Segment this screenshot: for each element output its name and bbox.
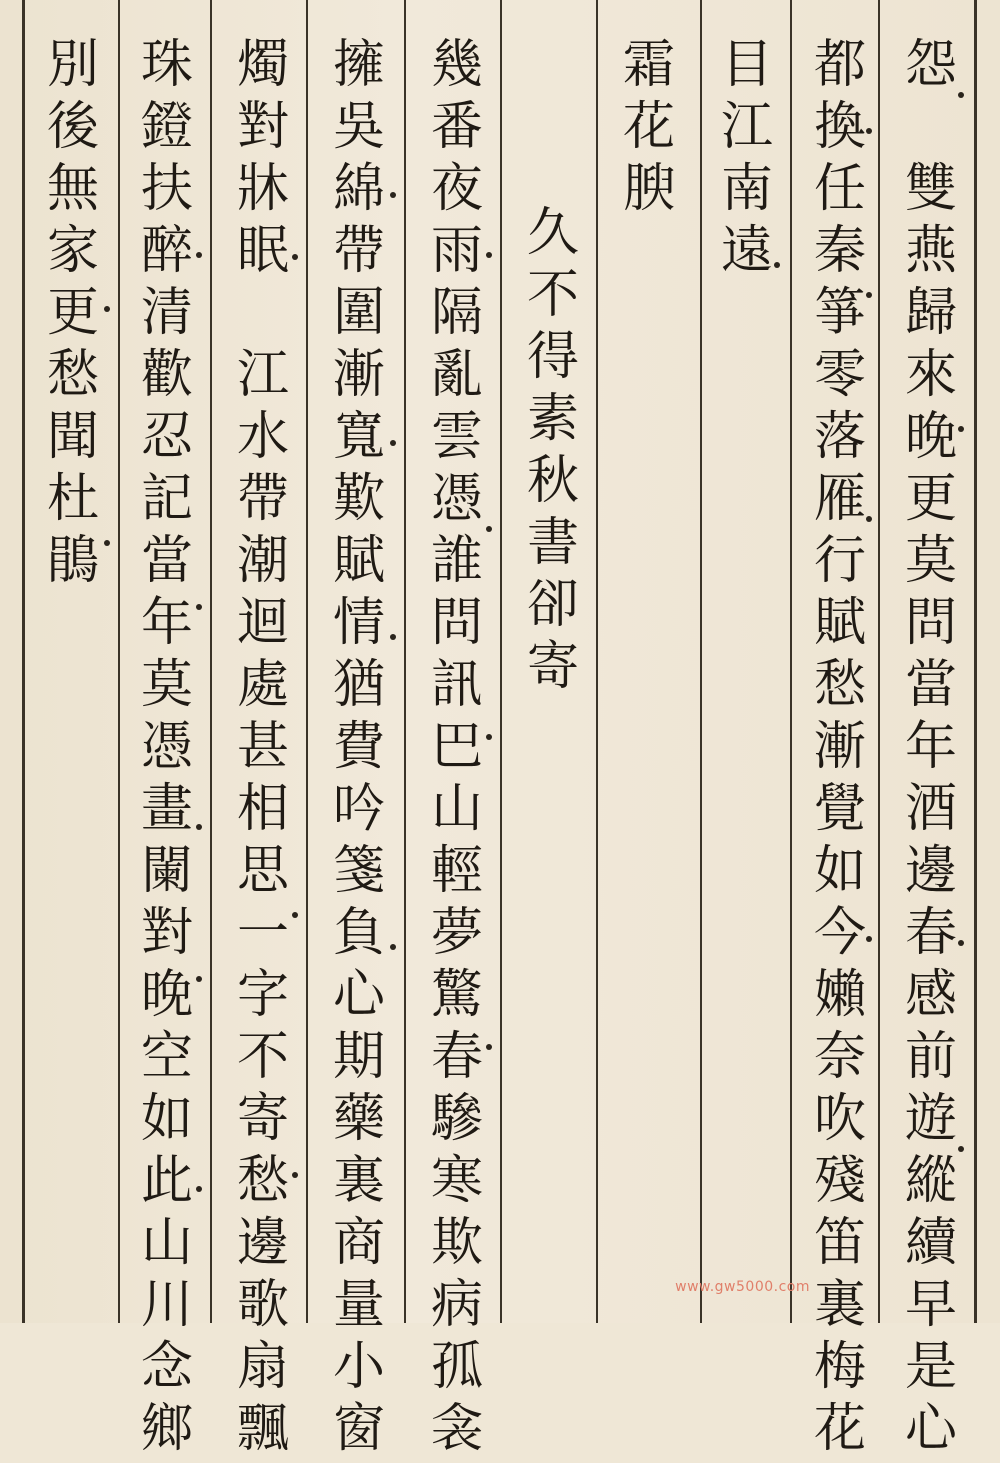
text-column-9: [122, 0, 212, 1459]
glyph: 字: [236, 965, 289, 1025]
glyph: 如: [813, 841, 866, 901]
glyph: 寬: [332, 407, 385, 467]
glyph: 夜: [430, 159, 483, 219]
glyph: 夢: [430, 903, 483, 963]
glyph: 番: [430, 97, 483, 157]
glyph: 遊: [904, 1089, 957, 1149]
glyph: 隔: [430, 283, 483, 343]
glyph: 心: [332, 965, 385, 1025]
glyph: 來: [904, 345, 957, 405]
glyph: 雲: [430, 407, 483, 467]
punctuation-mark: [866, 128, 872, 134]
glyph: 心: [904, 1399, 957, 1459]
glyph: 更: [46, 283, 99, 343]
glyph: 費: [332, 717, 385, 777]
glyph: 負: [332, 903, 385, 963]
text-column-4: [604, 0, 694, 1357]
glyph: 雙: [904, 159, 957, 219]
glyph: 珠: [140, 35, 193, 95]
glyph: 窗: [332, 1399, 385, 1459]
glyph: 換: [813, 97, 866, 157]
glyph: 笛: [813, 1213, 866, 1273]
glyph: 清: [140, 283, 193, 343]
glyph: 驚: [430, 965, 483, 1025]
text-column-8: [218, 0, 308, 1459]
glyph: 縱: [904, 1151, 957, 1211]
text-column-10: [28, 0, 118, 1357]
glyph: 憑: [140, 717, 193, 777]
glyph: 落: [813, 407, 866, 467]
glyph: 晚: [140, 965, 193, 1025]
glyph: 得: [526, 327, 579, 387]
glyph: 邊: [236, 1213, 289, 1273]
punctuation-mark: [292, 912, 298, 918]
text-column-3: [702, 0, 792, 1357]
glyph: 畫: [140, 779, 193, 839]
glyph: 鄉: [140, 1399, 193, 1459]
glyph: 如: [140, 1089, 193, 1149]
glyph: 漸: [813, 717, 866, 777]
glyph: 病: [430, 1275, 483, 1335]
glyph: 山: [140, 1213, 193, 1273]
glyph: 愁: [46, 345, 99, 405]
glyph: 年: [904, 717, 957, 777]
glyph: 幾: [430, 35, 483, 95]
glyph: 莫: [904, 531, 957, 591]
glyph: 帶: [332, 221, 385, 281]
glyph: 目: [720, 35, 773, 95]
glyph: 對: [236, 97, 289, 157]
glyph: 是: [904, 1337, 957, 1397]
glyph: 箋: [332, 841, 385, 901]
watermark: www.gw5000.com: [675, 1279, 810, 1295]
punctuation-mark: [866, 292, 872, 298]
glyph: 春: [430, 1027, 483, 1087]
glyph: 眠: [236, 221, 289, 281]
punctuation-mark: [486, 252, 492, 258]
text-column-7: [314, 0, 404, 1459]
glyph: 久: [526, 203, 579, 263]
punctuation-mark: [196, 1186, 202, 1192]
glyph: 酒: [904, 779, 957, 839]
glyph: 一: [236, 903, 289, 963]
glyph: 不: [236, 1027, 289, 1087]
glyph: 處: [236, 655, 289, 715]
glyph: 任: [813, 159, 866, 219]
glyph: 思: [236, 841, 289, 901]
glyph: 花: [622, 97, 675, 157]
punctuation-mark: [774, 262, 780, 268]
glyph: 今: [813, 903, 866, 963]
glyph: 裏: [813, 1275, 866, 1335]
glyph: 吟: [332, 779, 385, 839]
glyph: 衾: [430, 1399, 483, 1459]
text-column-2: [795, 0, 885, 1459]
glyph: 春: [904, 903, 957, 963]
glyph: 續: [904, 1213, 957, 1273]
glyph: 前: [904, 1027, 957, 1087]
glyph: 誰: [430, 531, 483, 591]
column-gap: [523, 140, 583, 202]
punctuation-mark: [486, 734, 492, 740]
glyph: 帶: [236, 469, 289, 529]
glyph: 年: [140, 593, 193, 653]
column-rule: [22, 0, 25, 1323]
glyph: 當: [140, 531, 193, 591]
glyph: 忍: [140, 407, 193, 467]
text-column-1: [886, 0, 976, 1459]
glyph: 江: [236, 345, 289, 405]
column-gap: [901, 96, 961, 158]
glyph: 問: [904, 593, 957, 653]
punctuation-mark: [958, 426, 964, 432]
glyph: 擁: [332, 35, 385, 95]
glyph: 量: [332, 1275, 385, 1335]
glyph: 輕: [430, 841, 483, 901]
punctuation-mark: [866, 936, 872, 942]
glyph: 情: [332, 593, 385, 653]
glyph: 秦: [813, 221, 866, 281]
glyph: 杜: [46, 469, 99, 529]
glyph: 猶: [332, 655, 385, 715]
glyph: 南: [720, 159, 773, 219]
text-column-5: [508, 0, 598, 1463]
glyph: 扶: [140, 159, 193, 219]
glyph: 怨: [904, 35, 957, 95]
punctuation-mark: [390, 192, 396, 198]
glyph: 水: [236, 407, 289, 467]
glyph: 鵑: [46, 531, 99, 591]
glyph: 邊: [904, 841, 957, 901]
punctuation-mark: [486, 1044, 492, 1050]
glyph: 江: [720, 97, 773, 157]
glyph: 早: [904, 1275, 957, 1335]
punctuation-mark: [486, 526, 492, 532]
glyph: 嬾: [813, 965, 866, 1025]
punctuation-mark: [958, 940, 964, 946]
glyph: 行: [813, 531, 866, 591]
glyph: 覺: [813, 779, 866, 839]
glyph: 欺: [430, 1213, 483, 1273]
glyph: 無: [46, 159, 99, 219]
glyph: 賦: [813, 593, 866, 653]
punctuation-mark: [958, 92, 964, 98]
glyph: 晚: [904, 407, 957, 467]
glyph: 綿: [332, 159, 385, 219]
glyph: 此: [140, 1151, 193, 1211]
glyph: 驂: [430, 1089, 483, 1149]
glyph: 歡: [140, 345, 193, 405]
punctuation-mark: [390, 944, 396, 950]
glyph: 腴: [622, 159, 675, 219]
glyph: 都: [813, 35, 866, 95]
glyph: 甚: [236, 717, 289, 777]
glyph: 山: [430, 779, 483, 839]
glyph: 秋: [526, 451, 579, 511]
punctuation-mark: [292, 1172, 298, 1178]
glyph: 漸: [332, 345, 385, 405]
glyph: 感: [904, 965, 957, 1025]
glyph: 裏: [332, 1151, 385, 1211]
glyph: 素: [526, 389, 579, 449]
glyph: 燭: [236, 35, 289, 95]
glyph: 箏: [813, 283, 866, 343]
glyph: 花: [813, 1399, 866, 1459]
punctuation-mark: [390, 634, 396, 640]
glyph: 商: [332, 1213, 385, 1273]
glyph: 牀: [236, 159, 289, 219]
glyph: 零: [813, 345, 866, 405]
glyph: 書: [526, 513, 579, 573]
punctuation-mark: [196, 824, 202, 830]
glyph: 愁: [236, 1151, 289, 1211]
glyph: 當: [904, 655, 957, 715]
punctuation-mark: [196, 252, 202, 258]
glyph: 家: [46, 221, 99, 281]
glyph: 訊: [430, 655, 483, 715]
glyph: 賦: [332, 531, 385, 591]
column-rule: [118, 0, 120, 1323]
glyph: 愁: [813, 655, 866, 715]
glyph: 寄: [236, 1089, 289, 1149]
glyph: 飄: [236, 1399, 289, 1459]
punctuation-mark: [866, 516, 872, 522]
column-gap: [233, 282, 293, 344]
glyph: 霜: [622, 35, 675, 95]
glyph: 歸: [904, 283, 957, 343]
glyph: 孤: [430, 1337, 483, 1397]
glyph: 圍: [332, 283, 385, 343]
glyph: 吹: [813, 1089, 866, 1149]
glyph: 亂: [430, 345, 483, 405]
text-column-6: [412, 0, 502, 1459]
glyph: 吳: [332, 97, 385, 157]
glyph: 問: [430, 593, 483, 653]
glyph: 雨: [430, 221, 483, 281]
glyph: 相: [236, 779, 289, 839]
glyph: 莫: [140, 655, 193, 715]
glyph: 醉: [140, 221, 193, 281]
punctuation-mark: [196, 976, 202, 982]
punctuation-mark: [104, 540, 110, 546]
glyph: 對: [140, 903, 193, 963]
glyph: 期: [332, 1027, 385, 1087]
glyph: 迴: [236, 593, 289, 653]
punctuation-mark: [958, 1146, 964, 1152]
glyph: 雁: [813, 469, 866, 529]
punctuation-mark: [292, 254, 298, 260]
glyph: 憑: [430, 469, 483, 529]
glyph: 念: [140, 1337, 193, 1397]
punctuation-mark: [390, 440, 396, 446]
glyph: 巴: [430, 717, 483, 777]
glyph: 潮: [236, 531, 289, 591]
glyph: 遠: [720, 221, 773, 281]
glyph: 更: [904, 469, 957, 529]
glyph: 扇: [236, 1337, 289, 1397]
glyph: 川: [140, 1275, 193, 1335]
glyph: 歎: [332, 469, 385, 529]
glyph: 後: [46, 97, 99, 157]
glyph: 小: [332, 1337, 385, 1397]
glyph: 藥: [332, 1089, 385, 1149]
punctuation-mark: [196, 604, 202, 610]
glyph: 不: [526, 265, 579, 325]
glyph: 空: [140, 1027, 193, 1087]
glyph: 聞: [46, 407, 99, 467]
column-rule: [404, 0, 406, 1323]
glyph: 奈: [813, 1027, 866, 1087]
glyph: 梅: [813, 1337, 866, 1397]
punctuation-mark: [104, 306, 110, 312]
glyph: 闌: [140, 841, 193, 901]
glyph: 記: [140, 469, 193, 529]
glyph: 別: [46, 35, 99, 95]
glyph: 寄: [526, 637, 579, 697]
glyph: 鐙: [140, 97, 193, 157]
glyph: 寒: [430, 1151, 483, 1211]
glyph: 卻: [526, 575, 579, 635]
glyph: 殘: [813, 1151, 866, 1211]
glyph: 歌: [236, 1275, 289, 1335]
glyph: 燕: [904, 221, 957, 281]
